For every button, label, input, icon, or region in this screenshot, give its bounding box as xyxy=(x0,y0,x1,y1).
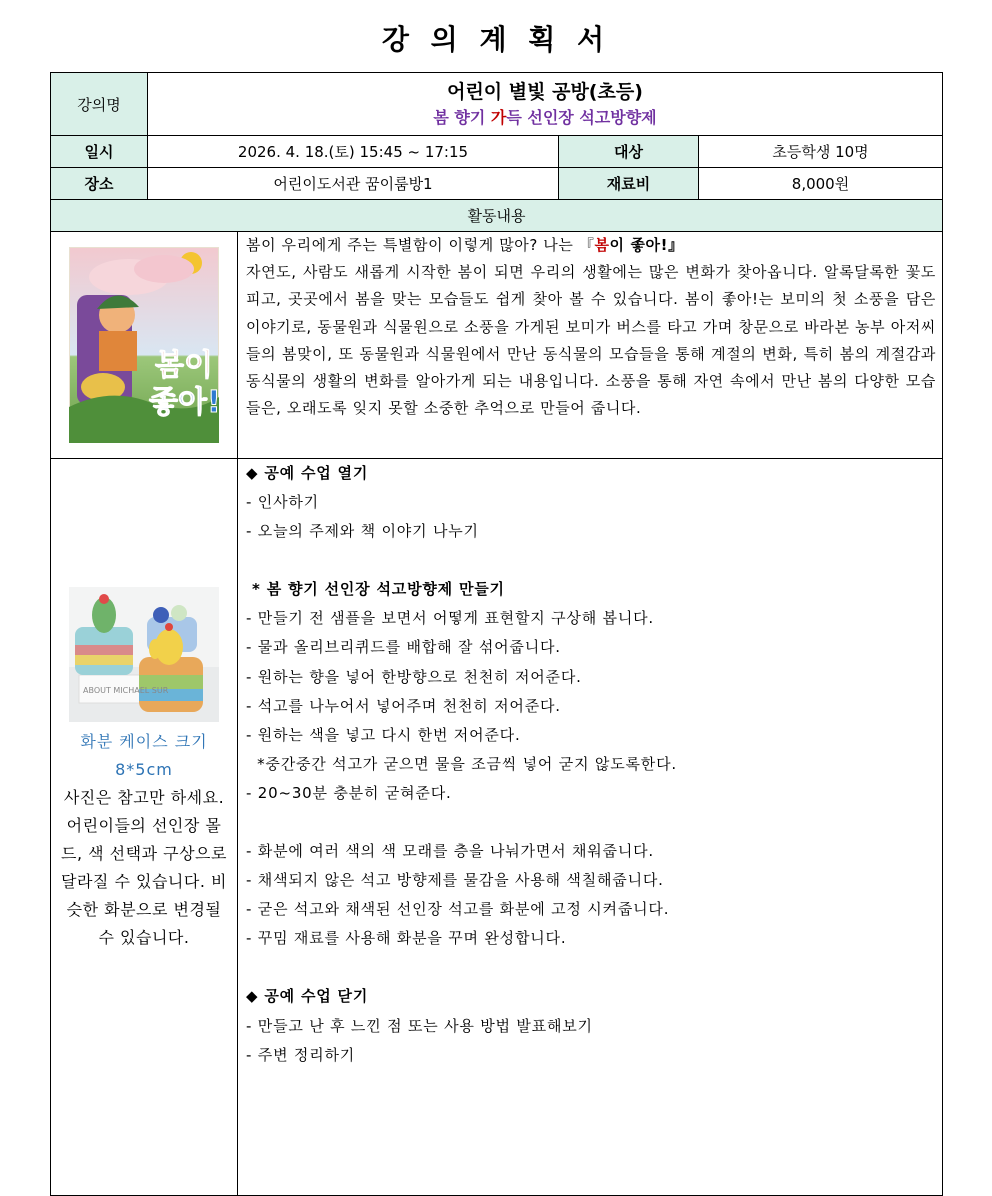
step-line: - 꾸밈 재료를 사용해 화분을 꾸며 완성합니다. xyxy=(246,929,567,948)
step-line: - 물과 올리브리퀴드를 배합해 잘 섞어줍니다. xyxy=(246,638,561,657)
step-line: - 주변 정리하기 xyxy=(246,1045,356,1064)
step-line: - 화분에 여러 색의 색 모래를 층을 나눠가면서 채워줍니다. xyxy=(246,842,654,861)
book-cover-image xyxy=(69,247,219,443)
place-row xyxy=(51,168,943,200)
pot-size-value: 8*5cm xyxy=(115,760,173,779)
subtitle-part-1: 봄 향기 xyxy=(433,108,491,127)
step-line: - 인사하기 xyxy=(246,493,319,512)
book-image-cell xyxy=(51,232,238,459)
step-line: - 채색되지 않은 석고 방향제를 물감을 사용해 색칠해줍니다. xyxy=(246,871,664,890)
intro-lead: 봄이 우리에게 주는 특별함이 이렇게 많아? 나는 『 xyxy=(246,236,595,254)
step-line: - 만들기 전 샘플을 보면서 어떻게 표현할지 구상해 봅니다. xyxy=(246,609,654,628)
course-cell xyxy=(148,73,943,136)
product-photo xyxy=(69,587,219,722)
course-subtitle xyxy=(148,106,942,130)
activity-header: 활동내용 xyxy=(51,200,943,232)
subtitle-part-2: 가 xyxy=(490,108,507,127)
place-value: 어린이도서관 꿈이룸방1 xyxy=(148,168,559,200)
step-line: - 오늘의 주제와 책 이야기 나누기 xyxy=(246,522,479,541)
intro-body: 자연도, 사람도 새롭게 시작한 봄이 되면 우리의 생활에는 많은 변화가 찾아옵니다. 알록달록한 꽃도 피고, 곳곳에서 봄을 맞는 모습들도 쉽게 찾아 볼 수 있습니다. 봄이 좋아!는 보미의 첫 소풍을 담은 이야기로, 동물원과 식물원으로 소풍을 가게된 보미가 버스를 타고 가며 창문으로 바라본 농부 아저씨들의 봄맞이, 또 동물원과 식물원에서 만난 동식물의 모습들을 통해 계절의 변화, 특히 봄의 계절감과 동식물의 생활의 변화를 알아가게 되는 내용입니다. 소풍을 통해 자연 속에서 만난 봄의 다양한 모습들은, 오래도록 잊지 못할 소중한 추억으로 만들어 줍니다. xyxy=(246,263,936,418)
side-cell xyxy=(51,459,238,1196)
photo-note: 사진은 참고만 하세요. 어린이들의 선인장 몰드, 색 선택과 구상으로 달라질 수 있습니다. 비슷한 화분으로 변경될 수 있습니다. xyxy=(61,788,227,947)
activity-header-row xyxy=(51,200,943,232)
place-label: 장소 xyxy=(51,168,148,200)
step-line: - 20~30분 충분히 굳혀준다. xyxy=(246,783,452,802)
course-row xyxy=(51,73,943,136)
cover-title-line1: 봄이 xyxy=(155,348,213,383)
document-title: 강 의 계 획 서 xyxy=(381,23,611,56)
book-introduction xyxy=(238,232,943,459)
photo-box-text: ABOUT MICHAEL SUR xyxy=(83,686,169,695)
date-value: 2026. 4. 18.(토) 15:45 ~ 17:15 xyxy=(148,136,559,168)
open-section-title: ◆ 공예 수업 열기 xyxy=(246,464,369,482)
book-cover-art xyxy=(69,247,219,443)
pot-size-label: 화분 케이스 크기 xyxy=(80,732,208,751)
step-line: - 만들고 난 후 느낀 점 또는 사용 방법 발표해보기 xyxy=(246,1016,593,1035)
intro-book-title-rest: 이 좋아!』 xyxy=(609,236,684,254)
step-line: - 석고를 나누어서 넣어주며 천천히 저어준다. xyxy=(246,696,561,715)
date-label: 일시 xyxy=(51,136,148,168)
fee-value: 8,000원 xyxy=(699,168,943,200)
lecture-plan-table xyxy=(50,72,943,1196)
fee-label: 재료비 xyxy=(559,168,699,200)
step-line: - 굳은 석고와 채색된 선인장 석고를 화분에 고정 시켜줍니다. xyxy=(246,900,670,919)
close-section-title: ◆ 공예 수업 닫기 xyxy=(246,987,369,1006)
course-name: 어린이 별빛 공방(초등) xyxy=(447,81,643,103)
activity-steps xyxy=(238,459,943,1196)
step-note: *중간중간 석고가 굳으면 물을 조금씩 넣어 굳지 않도록한다. xyxy=(246,754,677,773)
target-value: 초등학생 10명 xyxy=(699,136,943,168)
book-row xyxy=(51,232,943,459)
date-row xyxy=(51,136,943,168)
subtitle-part-4: 선인장 석고방향제 xyxy=(521,108,657,127)
intro-book-title-red: 봄 xyxy=(594,236,610,254)
target-label: 대상 xyxy=(559,136,699,168)
steps-row xyxy=(51,459,943,1196)
subtitle-part-3: 득 xyxy=(506,108,522,127)
course-label: 강의명 xyxy=(51,73,148,136)
step-line: - 원하는 향을 넣어 한방향으로 천천히 저어준다. xyxy=(246,667,582,686)
make-section-title: * 봄 향기 선인장 석고방향제 만들기 xyxy=(246,580,505,599)
cover-title-line2: 좋아! xyxy=(149,385,219,420)
product-photo-art xyxy=(69,587,219,722)
step-line: - 원하는 색을 넣고 다시 한번 저어준다. xyxy=(246,725,521,744)
